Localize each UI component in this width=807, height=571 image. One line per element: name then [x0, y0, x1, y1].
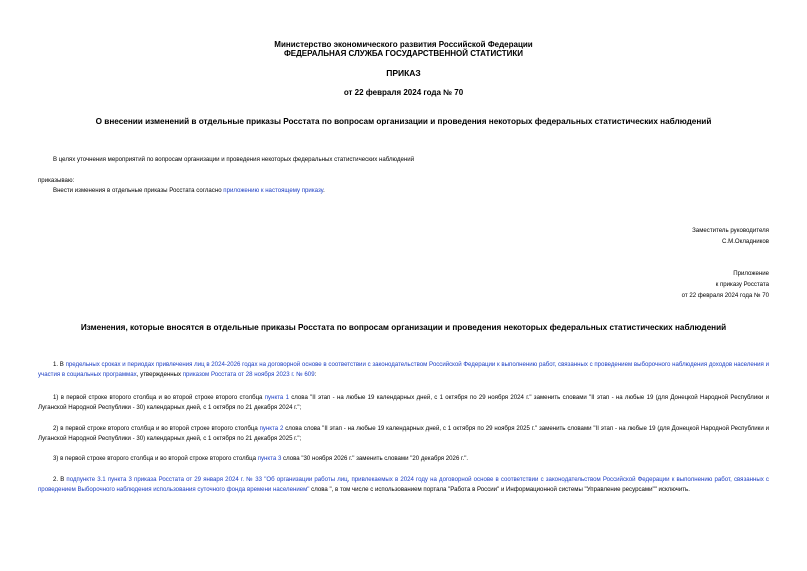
- subparagraph-3-text: 3) в первой строке второго столбца и во второй строке второго столбца: [53, 455, 258, 462]
- appendix-date-number: от 22 февраля 2024 года № 70: [681, 292, 769, 299]
- appendix-title: Изменения, которые вносятся в отдельные приказы Росстата по вопросам организации и проведения некоторых федеральных статистических наблюдений: [80, 323, 727, 332]
- signature-position: Заместитель руководителя: [692, 227, 769, 234]
- point-1-link[interactable]: пункта 1: [264, 394, 289, 401]
- service-name: ФЕДЕРАЛЬНАЯ СЛУЖБА ГОСУДАРСТВЕННОЙ СТАТИСТИКИ: [283, 49, 524, 58]
- subparagraph-2: [38, 424, 769, 443]
- appendix-paragraph-2: [38, 475, 769, 494]
- order-item: [53, 186, 753, 196]
- subparagraph-2-text: 2) в первой строке второго столбца и во второй строке второго столбца: [53, 425, 260, 432]
- point-2-link[interactable]: пункта 2: [259, 425, 284, 432]
- subparagraph-3-rest: слова "30 ноября 2026 г." заменить словами "20 декабря 2026 г.".: [281, 455, 469, 462]
- subparagraph-1-rest: слова "II этап - на любые 19 календарных дней, с 1 октября по 29 ноября 2024 г." заменить словами "II этап - на любые 19 (для Донецкой Народной Республики и Луганской Народной Республики - 30) календарных дней, с 1 октября по 21 декабря 2024 г.";: [38, 394, 769, 411]
- appendix-header: [682, 268, 769, 301]
- document-type: ПРИКАЗ: [386, 68, 421, 78]
- subparagraph-2-rest: слова слова "II этап - на любые 19 календарных дней, с 1 октября по 29 ноября 2025 г." заменить словами "II этап - на любые 19 (для Донецкой Народной Республики и Луганской Народной Республики - 30) календарных дней, с 1 октября по 21 декабря 2025 г.";: [38, 425, 770, 442]
- appendix-paragraph-1: [38, 360, 769, 379]
- paragraph-1-end: :: [314, 370, 317, 378]
- subparagraph-1-text: 1) в первой строке второго столбца и во второй строке второго столбца: [53, 394, 265, 401]
- subparagraph-3: [38, 454, 769, 464]
- paragraph-1-mid: , утвержденных: [136, 370, 183, 378]
- signature-name: С.М.Окладников: [722, 238, 769, 245]
- appendix-link[interactable]: приложению к настоящему приказу: [223, 187, 324, 194]
- order-item-end: .: [323, 187, 325, 194]
- paragraph-2-number: 2. В: [53, 476, 67, 483]
- appendix-to: к приказу Росстата: [715, 281, 769, 288]
- appendix-label: Приложение: [733, 270, 769, 277]
- ministry-name: Министерство экономического развития Российской Федерации: [274, 40, 533, 49]
- signature-block: [692, 225, 769, 247]
- paragraph-1-number: 1. В: [53, 361, 66, 368]
- order-word: приказываю:: [38, 177, 75, 184]
- paragraph-1-link[interactable]: предельных сроках и периодах привлечения лиц в 2024-2026 годах на договорной основе в соответствии с законодательством Российской Федерации к выполнению работ, связанных с проведением выборочного наблюдения доходов населения и участия в социальных программах: [38, 361, 769, 378]
- paragraph-2-rest: слова ", в том числе с использованием портала "Работа в России" и Информационной системы "Управление ресурсами"" исключить.: [309, 485, 690, 493]
- order-date-number: от 22 февраля 2024 года № 70: [343, 88, 464, 97]
- point-3-link[interactable]: пункта 3: [257, 455, 282, 462]
- order-33-link[interactable]: подпункте 3.1 пункта 3 приказа Росстата от 29 января 2024 г. № 33 "Об организации работы лиц, привлекаемых в 2024 году на договорной основе в соответствии с законодательством Российской Федерации к выполнению работ, связанных с проведением Выборочного наблюдения использования суточного фонда времени населением": [38, 476, 769, 493]
- preamble: В целях уточнения мероприятий по вопросам организации и проведения некоторых федеральных статистических наблюдений: [53, 156, 415, 163]
- order-title: О внесении изменений в отдельные приказы Росстата по вопросам организации и проведения некоторых федеральных статистических наблюдений: [95, 117, 712, 126]
- order-609-link[interactable]: приказом Росстата от 28 ноября 2023 г. № 609: [182, 370, 315, 378]
- order-item-text: Внести изменения в отдельные приказы Росстата согласно: [53, 187, 224, 194]
- subparagraph-1: [38, 393, 769, 412]
